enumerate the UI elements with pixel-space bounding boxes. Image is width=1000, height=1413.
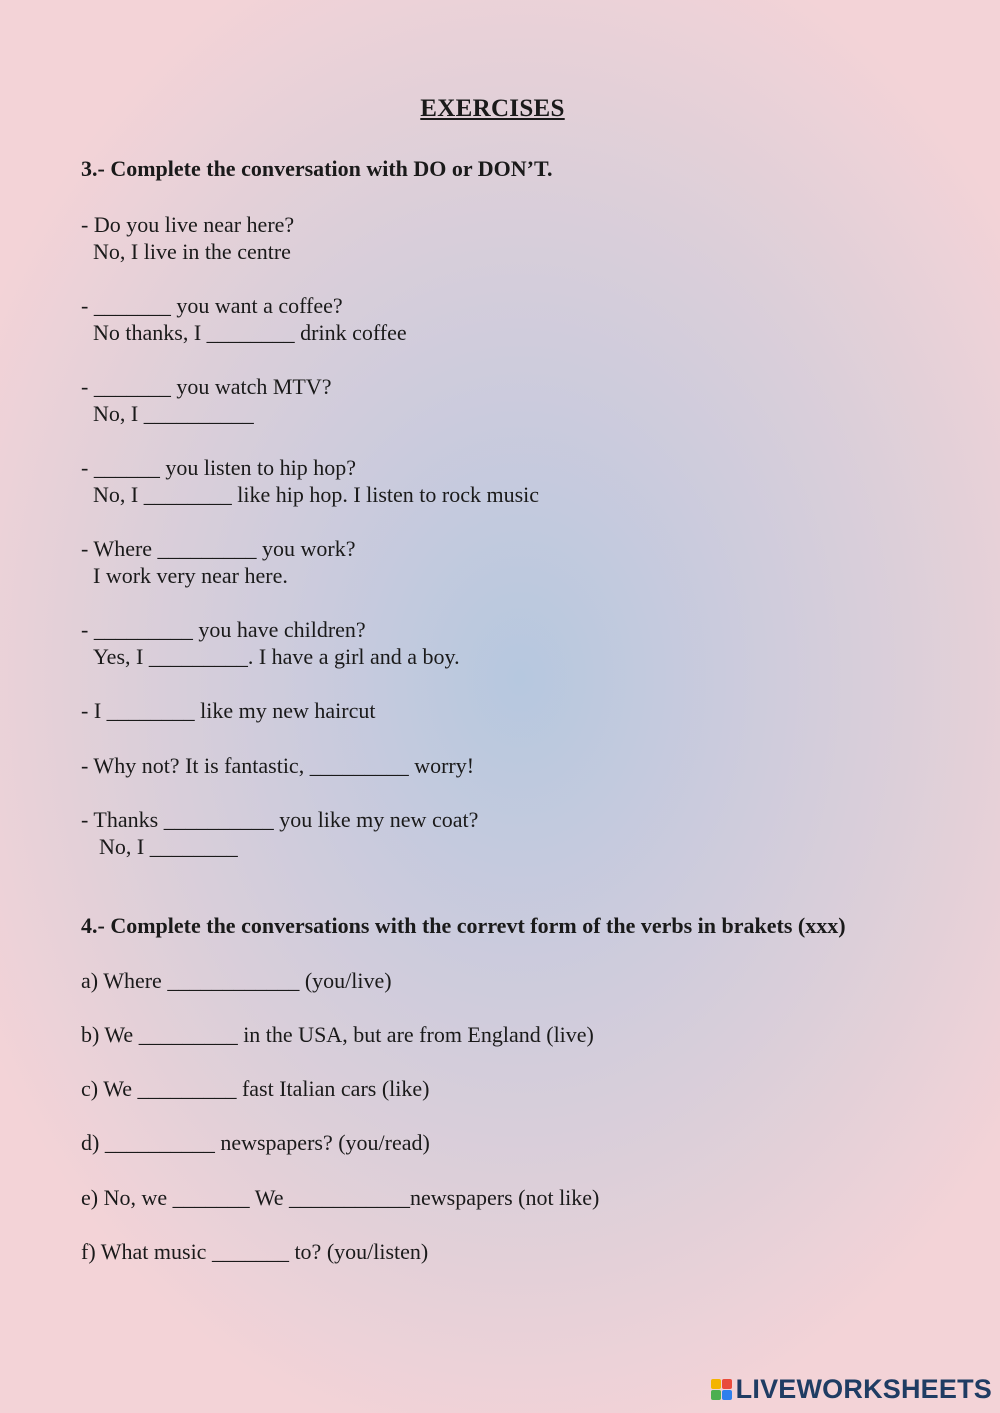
liveworksheets-logo-icon xyxy=(711,1379,732,1400)
exercise-3-heading: 3.- Complete the conversation with DO or DON’T. xyxy=(81,156,553,181)
logo-square xyxy=(722,1390,732,1400)
logo-square xyxy=(711,1390,721,1400)
exercise-4-line: f) What music _______ to? (you/listen) xyxy=(81,1239,429,1264)
exercise-4-line: c) We _________ fast Italian cars (like) xyxy=(81,1076,430,1101)
page-title: EXERCISES xyxy=(420,95,565,122)
exercise-3-line: - Where _________ you work? xyxy=(81,536,356,561)
exercise-3-line: - Why not? It is fantastic, _________ worry! xyxy=(81,753,475,778)
exercise-3-line: Yes, I _________. I have a girl and a boy. xyxy=(93,644,460,669)
exercise-3-line: No thanks, I ________ drink coffee xyxy=(93,320,407,345)
exercise-3-line: No, I __________ xyxy=(93,401,254,426)
liveworksheets-logo xyxy=(711,1374,992,1405)
exercise-4-line: e) No, we _______ We ___________newspapers (not like) xyxy=(81,1185,600,1210)
exercise-3-line: No, I ________ xyxy=(99,834,238,859)
exercise-3-line: - I ________ like my new haircut xyxy=(81,698,376,723)
exercise-3-line: - _________ you have children? xyxy=(81,617,366,642)
exercise-4-heading: 4.- Complete the conversations with the correvt form of the verbs in brakets (xxx) xyxy=(81,913,846,938)
exercise-3-line: - _______ you watch MTV? xyxy=(81,374,332,399)
exercise-3-line: No, I live in the centre xyxy=(93,239,291,264)
exercise-3-line: No, I ________ like hip hop. I listen to rock music xyxy=(93,482,540,507)
logo-square xyxy=(711,1379,721,1389)
exercise-3-line: I work very near here. xyxy=(93,563,288,588)
exercise-4-line: d) __________ newspapers? (you/read) xyxy=(81,1130,430,1155)
exercise-4-line: a) Where ____________ (you/live) xyxy=(81,968,392,993)
exercise-3-line: - Do you live near here? xyxy=(81,212,295,237)
exercise-4-line: b) We _________ in the USA, but are from England (live) xyxy=(81,1022,594,1047)
exercise-3-line: - _______ you want a coffee? xyxy=(81,293,343,318)
exercise-3-line: - ______ you listen to hip hop? xyxy=(81,455,356,480)
logo-square xyxy=(722,1379,732,1389)
liveworksheets-logo-text: LIVEWORKSHEETS xyxy=(735,1374,992,1404)
exercise-3-line: - Thanks __________ you like my new coat? xyxy=(81,807,479,832)
